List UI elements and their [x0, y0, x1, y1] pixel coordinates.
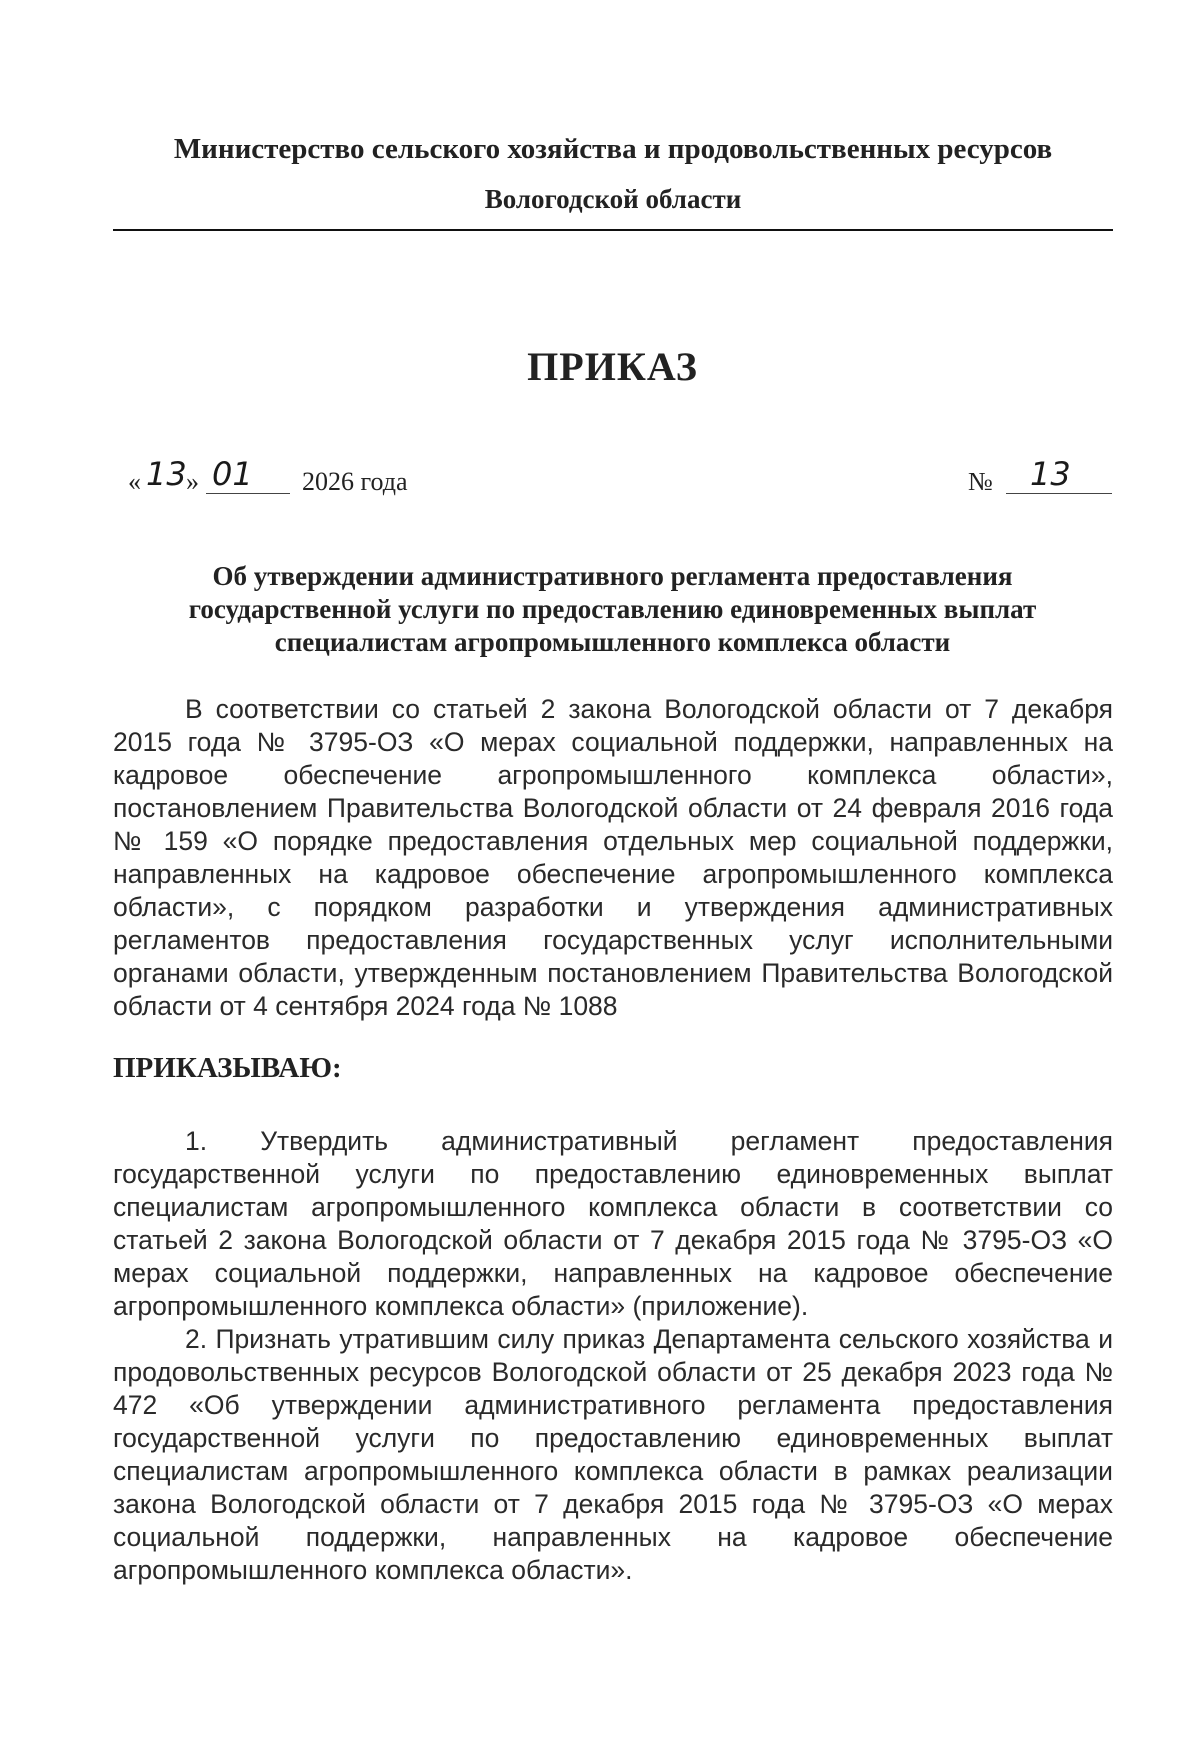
- date-quote-open: «: [128, 467, 141, 496]
- ministry-region: Вологодской области: [484, 184, 742, 214]
- date-month: 01: [212, 455, 253, 493]
- number-label: №: [968, 467, 993, 496]
- month-underline: [206, 493, 290, 494]
- date-number-row: [0, 455, 1200, 505]
- header-divider: [113, 229, 1113, 231]
- date-year: 2026 года: [302, 467, 408, 496]
- ministry-name: Министерство сельского хозяйства и продовольственных ресурсов: [173, 133, 1053, 165]
- document-subject: Об утверждении административного регламента предоставления государственной услуги по предоставлению единовременных выплат специалистам агропромышленного комплекса области: [188, 561, 1037, 657]
- date-quote-close: »: [186, 467, 199, 496]
- date-day: 13: [146, 455, 187, 493]
- order-heading: ПРИКАЗЫВАЮ:: [113, 1052, 342, 1084]
- document-number: 13: [1030, 455, 1071, 493]
- number-underline: [1006, 493, 1112, 494]
- order-item-2: 2. Признать утратившим силу приказ Департамента сельского хозяйства и продовольственных ресурсов Вологодской области от 25 декабря 2023 года № 472 «Об утверждении административного регламента предоставления государственной услуги по предоставлению единовременных выплат специалистам агропромышленного комплекса области в рамках реализации закона Вологодской области от 7 декабря 2015 года № 3795-ОЗ «О мерах социальной поддержки, направленных на кадровое обеспечение агропромышленного комплекса области».: [113, 1324, 1113, 1585]
- document-title: ПРИКАЗ: [527, 344, 698, 389]
- order-item-1: 1. Утвердить административный регламент предоставления государственной услуги по предоставлению единовременных выплат специалистам агропромышленного комплекса области в соответствии со статьей 2 закона Вологодской области от 7 декабря 2015 года № 3795-ОЗ «О мерах социальной поддержки, направленных на кадровое обеспечение агропромышленного комплекса области» (приложение).: [113, 1126, 1113, 1321]
- preamble-paragraph: В соответствии со статьей 2 закона Вологодской области от 7 декабря 2015 года № 3795-ОЗ «О мерах социальной поддержки, направленных на кадровое обеспечение агропромышленного комплекса области», постановлением Правительства Вологодской области от 24 февраля 2016 года № 159 «О порядке предоставления отдельных мер социальной поддержки, направленных на кадровое обеспечение агропромышленного комплекса области», с порядком разработки и утверждения административных регламентов предоставления государственных услуг исполнительными органами области, утвержденным постановлением Правительства Вологодской области от 4 сентября 2024 года № 1088: [113, 694, 1113, 1021]
